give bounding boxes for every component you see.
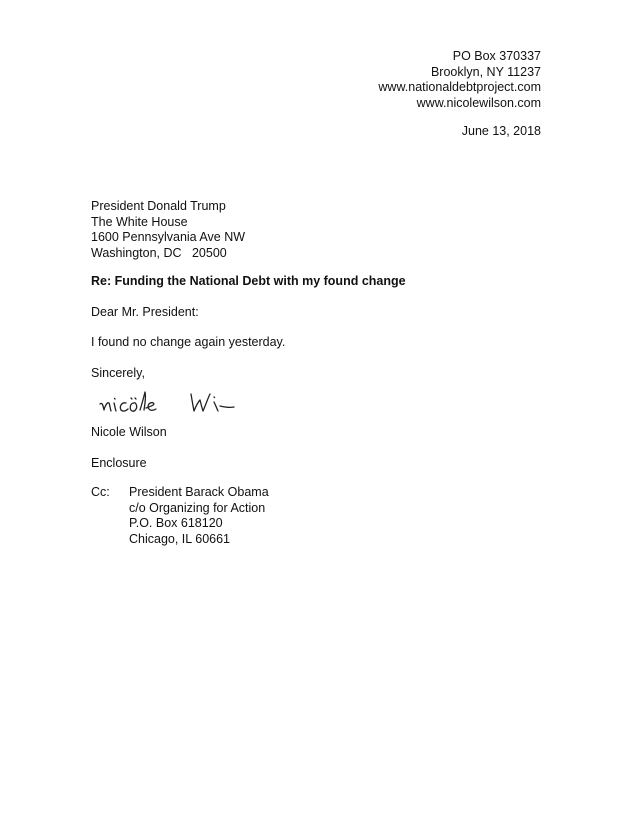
closing: Sincerely, [91,366,145,380]
subject-line: Re: Funding the National Debt with my found change [91,274,406,288]
sender-website-1: www.nationaldebtproject.com [378,80,541,94]
letter-date: June 13, 2018 [461,124,541,138]
handwritten-signature [96,386,246,422]
recipient-organization: The White House [91,214,188,229]
cc-label: Cc: [91,485,110,499]
sender-address [378,49,541,111]
recipient-address [91,199,245,261]
letter-body: I found no change again yesterday. [91,335,286,349]
enclosure-note: Enclosure [91,456,147,470]
cc-line: Chicago, IL 60661 [129,531,231,546]
cc-address [129,485,269,547]
sender-po-box: PO Box 370337 [452,49,541,63]
salutation: Dear Mr. President: [91,305,199,319]
sender-city: Brooklyn, NY 11237 [430,64,541,79]
signer-name: Nicole Wilson [91,425,167,439]
recipient-name: President Donald Trump [91,199,226,213]
cc-line: c/o Organizing for Action [129,500,266,515]
recipient-street: 1600 Pennsylvania Ave NW [91,230,246,244]
sender-website-2: www.nicolewilson.com [416,95,541,110]
cc-line: P.O. Box 618120 [129,516,223,530]
cc-line: President Barack Obama [129,485,269,499]
recipient-city: Washington, DC 20500 [91,245,227,260]
